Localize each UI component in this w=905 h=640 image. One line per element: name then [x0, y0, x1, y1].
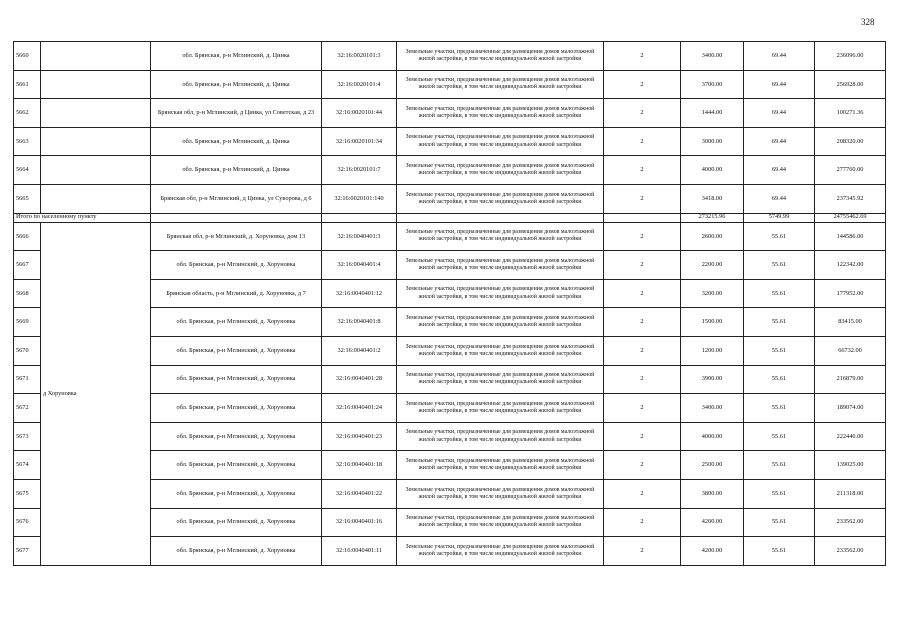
subtotal-label: Итого по населенному пункту [14, 213, 151, 222]
address-cell: обл. Брянская, р-н Мглинский, д. Хоруновка [151, 365, 322, 394]
row-number: 5674 [14, 451, 41, 480]
table-row [14, 222, 886, 251]
address-cell: обл. Брянская, р-н Мглинский, д. Цинка [151, 42, 322, 71]
value-cell: 277760.00 [815, 156, 886, 185]
value-cell: 237345.92 [815, 184, 886, 213]
subtotal-empty-cell [604, 213, 681, 222]
locality-cell [41, 184, 151, 213]
value-cell: 177952.00 [815, 279, 886, 308]
row-number: 5661 [14, 70, 41, 99]
area-cell: 3418.00 [681, 184, 744, 213]
cadastral-number: 32:16:0020101:4 [322, 70, 397, 99]
subtotal-empty-cell [322, 213, 397, 222]
address-cell: обл. Брянская, р-н Мглинский, д. Хоруновка [151, 394, 322, 423]
area-cell: 4200.00 [681, 508, 744, 537]
value-cell: 236096.00 [815, 42, 886, 71]
rate-cell: 69.44 [744, 99, 815, 128]
row-number: 5672 [14, 394, 41, 423]
value-cell: 139025.00 [815, 451, 886, 480]
subtotal-empty-cell [151, 213, 322, 222]
rate-cell: 55.61 [744, 279, 815, 308]
address-cell: обл. Брянская, р-н Мглинский, д. Хоруновка [151, 451, 322, 480]
category-cell: 2 [604, 222, 681, 251]
address-cell: обл. Брянская, р-н Мглинский, д. Хоруновка [151, 308, 322, 337]
category-cell: 2 [604, 365, 681, 394]
row-number: 5670 [14, 336, 41, 365]
row-number: 5669 [14, 308, 41, 337]
row-number: 5665 [14, 184, 41, 213]
cadastral-number: 32:16:0040401:28 [322, 365, 397, 394]
area-cell: 2500.00 [681, 451, 744, 480]
category-cell: 2 [604, 308, 681, 337]
area-cell: 3400.00 [681, 42, 744, 71]
area-cell: 1500.00 [681, 308, 744, 337]
locality-name: д Хоруновка [41, 222, 151, 565]
cadastral-number: 32:16:0040401:22 [322, 479, 397, 508]
row-number: 5673 [14, 422, 41, 451]
address-cell: обл. Брянская, р-н Мглинский, д. Хоруновка [151, 336, 322, 365]
value-cell: 256928.00 [815, 70, 886, 99]
category-cell: 2 [604, 42, 681, 71]
permitted-use: Земельные участки, предназначенные для размещения домов малоэтажной жилой застройки, в том числе индивидуальной жилой застройки [397, 508, 604, 537]
area-cell: 4000.00 [681, 422, 744, 451]
table-body-subtotal [14, 213, 886, 222]
permitted-use: Земельные участки, предназначенные для размещения домов малоэтажной жилой застройки, в том числе индивидуальной жилой застройки [397, 336, 604, 365]
cadastral-number: 32:16:0020101:7 [322, 156, 397, 185]
address-cell: Брянская обл, р-н Мглинский, д. Хоруновка, дом 13 [151, 222, 322, 251]
locality-cell [41, 127, 151, 156]
value-cell: 144586.00 [815, 222, 886, 251]
address-cell: обл. Брянская, р-н Мглинский, д. Хоруновка [151, 537, 322, 566]
permitted-use: Земельные участки, предназначенные для размещения домов малоэтажной жилой застройки, в том числе индивидуальной жилой застройки [397, 42, 604, 71]
permitted-use: Земельные участки, предназначенные для размещения домов малоэтажной жилой застройки, в том числе индивидуальной жилой застройки [397, 251, 604, 280]
row-number: 5668 [14, 279, 41, 308]
table-row [14, 127, 886, 156]
cadastral-number: 32:16:0040401:11 [322, 537, 397, 566]
locality-cell [41, 42, 151, 71]
category-cell: 2 [604, 394, 681, 423]
permitted-use: Земельные участки, предназначенные для размещения домов малоэтажной жилой застройки, в том числе индивидуальной жилой застройки [397, 451, 604, 480]
area-cell: 3800.00 [681, 479, 744, 508]
row-number: 5666 [14, 222, 41, 251]
cadastral-number: 32:16:0020101:34 [322, 127, 397, 156]
cadastral-number: 32:16:0040401:4 [322, 251, 397, 280]
rate-cell: 55.61 [744, 365, 815, 394]
permitted-use: Земельные участки, предназначенные для размещения домов малоэтажной жилой застройки, в том числе индивидуальной жилой застройки [397, 127, 604, 156]
address-cell: обл. Брянская, р-н Мглинский, д. Хоруновка [151, 422, 322, 451]
page-number: 328 [861, 17, 875, 27]
permitted-use: Земельные участки, предназначенные для размещения домов малоэтажной жилой застройки, в том числе индивидуальной жилой застройки [397, 308, 604, 337]
category-cell: 2 [604, 99, 681, 128]
area-cell: 3400.00 [681, 394, 744, 423]
category-cell: 2 [604, 127, 681, 156]
land-registry-table [13, 41, 886, 566]
subtotal-value: 24755462.69 [815, 213, 886, 222]
rate-cell: 55.61 [744, 308, 815, 337]
permitted-use: Земельные участки, предназначенные для размещения домов малоэтажной жилой застройки, в том числе индивидуальной жилой застройки [397, 537, 604, 566]
area-cell: 3700.00 [681, 70, 744, 99]
area-cell: 1200.00 [681, 336, 744, 365]
rate-cell: 55.61 [744, 479, 815, 508]
row-number: 5660 [14, 42, 41, 71]
table-body-cinka [14, 42, 886, 214]
value-cell: 208320.00 [815, 127, 886, 156]
area-cell: 1444.00 [681, 99, 744, 128]
permitted-use: Земельные участки, предназначенные для размещения домов малоэтажной жилой застройки, в том числе индивидуальной жилой застройки [397, 422, 604, 451]
rate-cell: 69.44 [744, 42, 815, 71]
rate-cell: 69.44 [744, 70, 815, 99]
rate-cell: 55.61 [744, 422, 815, 451]
row-number: 5676 [14, 508, 41, 537]
rate-cell: 69.44 [744, 184, 815, 213]
category-cell: 2 [604, 70, 681, 99]
cadastral-number: 32:16:0020101:44 [322, 99, 397, 128]
address-cell: обл. Брянская, р-н Мглинский, д. Хоруновка [151, 251, 322, 280]
row-number: 5675 [14, 479, 41, 508]
row-number: 5671 [14, 365, 41, 394]
permitted-use: Земельные участки, предназначенные для размещения домов малоэтажной жилой застройки, в том числе индивидуальной жилой застройки [397, 156, 604, 185]
cadastral-number: 32:16:0040401:24 [322, 394, 397, 423]
category-cell: 2 [604, 336, 681, 365]
address-cell: обл. Брянская, р-н Мглинский, д. Цинка [151, 127, 322, 156]
cadastral-number: 32:16:0040401:2 [322, 336, 397, 365]
cadastral-number: 32:16:0040401:12 [322, 279, 397, 308]
table-row [14, 99, 886, 128]
value-cell: 122342.00 [815, 251, 886, 280]
cadastral-number: 32:16:0040401:8 [322, 308, 397, 337]
rate-cell: 55.61 [744, 537, 815, 566]
rate-cell: 69.44 [744, 156, 815, 185]
rate-cell: 55.61 [744, 508, 815, 537]
subtotal-area: 273215.96 [681, 213, 744, 222]
category-cell: 2 [604, 279, 681, 308]
subtotal-row [14, 213, 886, 222]
address-cell: Брянская область, р-н Мглинский, д. Хоруновка, д 7 [151, 279, 322, 308]
table-row [14, 156, 886, 185]
permitted-use: Земельные участки, предназначенные для размещения домов малоэтажной жилой застройки, в том числе индивидуальной жилой застройки [397, 479, 604, 508]
rate-cell: 55.61 [744, 222, 815, 251]
category-cell: 2 [604, 184, 681, 213]
category-cell: 2 [604, 422, 681, 451]
value-cell: 66732.00 [815, 336, 886, 365]
value-cell: 233562.00 [815, 537, 886, 566]
permitted-use: Земельные участки, предназначенные для размещения домов малоэтажной жилой застройки, в том числе индивидуальной жилой застройки [397, 365, 604, 394]
locality-cell [41, 99, 151, 128]
rate-cell: 69.44 [744, 127, 815, 156]
permitted-use: Земельные участки, предназначенные для размещения домов малоэтажной жилой застройки, в том числе индивидуальной жилой застройки [397, 222, 604, 251]
category-cell: 2 [604, 156, 681, 185]
rate-cell: 55.61 [744, 451, 815, 480]
address-cell: Брянская обл, р-н Мглинский, д Цинка, ул Советская, д 23 [151, 99, 322, 128]
cadastral-number: 32:16:0040401:16 [322, 508, 397, 537]
cadastral-number: 32:16:0040401:23 [322, 422, 397, 451]
area-cell: 3900.00 [681, 365, 744, 394]
locality-cell [41, 70, 151, 99]
category-cell: 2 [604, 479, 681, 508]
value-cell: 189074.00 [815, 394, 886, 423]
address-cell: Брянская обл, р-н Мглинский, д Цинка, ул Суворова, д 6 [151, 184, 322, 213]
row-number: 5664 [14, 156, 41, 185]
value-cell: 83415.00 [815, 308, 886, 337]
category-cell: 2 [604, 508, 681, 537]
permitted-use: Земельные участки, предназначенные для размещения домов малоэтажной жилой застройки, в том числе индивидуальной жилой застройки [397, 394, 604, 423]
address-cell: обл. Брянская, р-н Мглинский, д. Цинка [151, 156, 322, 185]
locality-cell [41, 156, 151, 185]
address-cell: обл. Брянская, р-н Мглинский, д. Хоруновка [151, 479, 322, 508]
row-number: 5663 [14, 127, 41, 156]
area-cell: 2200.00 [681, 251, 744, 280]
category-cell: 2 [604, 451, 681, 480]
area-cell: 4200.00 [681, 537, 744, 566]
cadastral-number: 32:16:0040401:3 [322, 222, 397, 251]
row-number: 5667 [14, 251, 41, 280]
cadastral-number: 32:16:0020101:3 [322, 42, 397, 71]
subtotal-empty-cell [397, 213, 604, 222]
permitted-use: Земельные участки, предназначенные для размещения домов малоэтажной жилой застройки, в том числе индивидуальной жилой застройки [397, 184, 604, 213]
value-cell: 222440.00 [815, 422, 886, 451]
subtotal-rate: 5749.99 [744, 213, 815, 222]
permitted-use: Земельные участки, предназначенные для размещения домов малоэтажной жилой застройки, в том числе индивидуальной жилой застройки [397, 99, 604, 128]
value-cell: 100271.36 [815, 99, 886, 128]
address-cell: обл. Брянская, р-н Мглинский, д. Цинка [151, 70, 322, 99]
permitted-use: Земельные участки, предназначенные для размещения домов малоэтажной жилой застройки, в том числе индивидуальной жилой застройки [397, 279, 604, 308]
rate-cell: 55.61 [744, 251, 815, 280]
value-cell: 216879.00 [815, 365, 886, 394]
permitted-use: Земельные участки, предназначенные для размещения домов малоэтажной жилой застройки, в том числе индивидуальной жилой застройки [397, 70, 604, 99]
rate-cell: 55.61 [744, 394, 815, 423]
area-cell: 3200.00 [681, 279, 744, 308]
table-body-khorunovka [14, 222, 886, 565]
cadastral-number: 32:16:0040401:18 [322, 451, 397, 480]
value-cell: 211318.00 [815, 479, 886, 508]
area-cell: 2600.00 [681, 222, 744, 251]
rate-cell: 55.61 [744, 336, 815, 365]
area-cell: 4000.00 [681, 156, 744, 185]
address-cell: обл. Брянская, р-н Мглинский, д. Хоруновка [151, 508, 322, 537]
table-row [14, 70, 886, 99]
row-number: 5662 [14, 99, 41, 128]
cadastral-number: 32:16:0020101:140 [322, 184, 397, 213]
category-cell: 2 [604, 251, 681, 280]
row-number: 5677 [14, 537, 41, 566]
table-row [14, 42, 886, 71]
area-cell: 3000.00 [681, 127, 744, 156]
table-row [14, 184, 886, 213]
value-cell: 233562.00 [815, 508, 886, 537]
category-cell: 2 [604, 537, 681, 566]
